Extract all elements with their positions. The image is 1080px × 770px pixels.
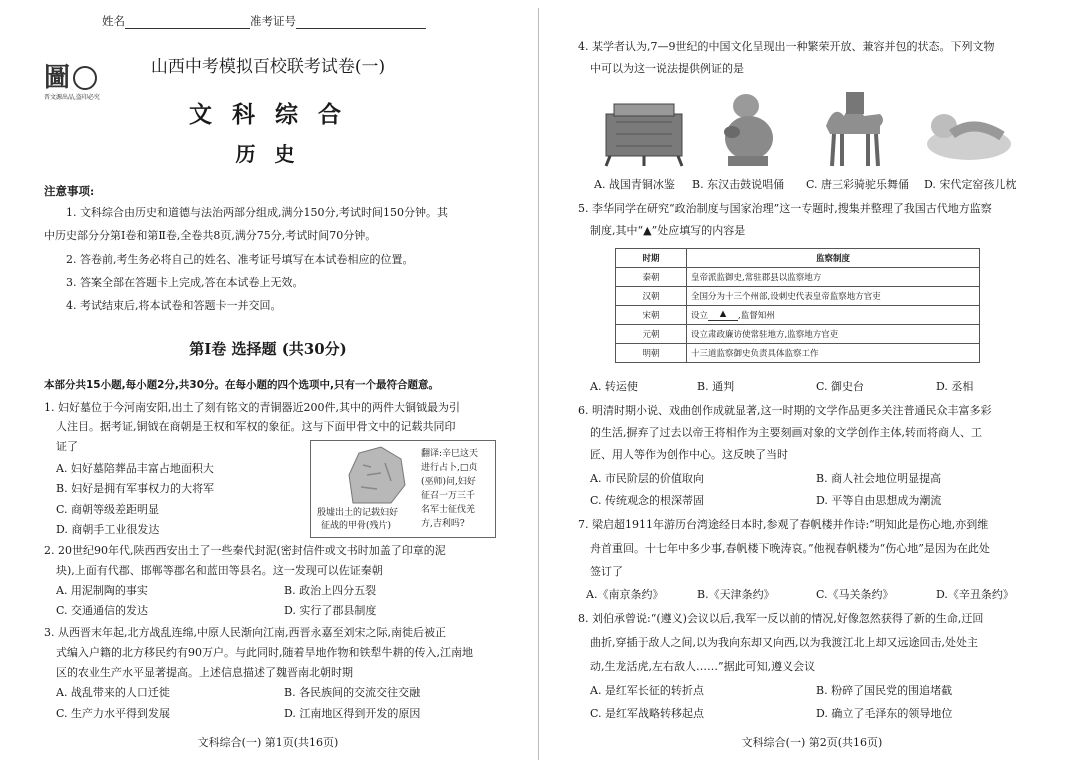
q3-option-b[interactable]: B. 各民族间的交流交往交融 bbox=[284, 686, 421, 699]
question-6-line: 6. 明清时期小说、戏曲创作成就显著,这一时期的文学作品更多关注普通民众丰富多彩 bbox=[578, 404, 992, 417]
question-2-line: 块),上面有代郡、邯郸等郡名和蓝田等县名。这一发现可以佐证秦朝 bbox=[56, 564, 383, 577]
supervision-table bbox=[615, 248, 980, 363]
question-6-line: 匠、用人等作为创作中心。这反映了当时 bbox=[590, 448, 788, 461]
table-row: 元朝 设立肃政廉访使常驻地方,监察地方官吏 bbox=[616, 325, 980, 344]
table-header-row bbox=[616, 249, 980, 268]
question-3-line: 区的农业生产水平显著提高。上述信息描述了魏晋南北朝时期 bbox=[56, 666, 353, 679]
bronze-ice-jian-image bbox=[596, 92, 692, 168]
footer-page-2: 文科综合(一) 第2页(共16页) bbox=[741, 736, 883, 749]
q4-option-a[interactable]: A. 战国青铜冰鉴 bbox=[594, 178, 675, 191]
notice-title: 注意事项: bbox=[44, 184, 95, 198]
notice-item: 4. 考试结束后,将本试卷和答题卡一并交回。 bbox=[66, 299, 282, 312]
question-8-line: 8. 刘伯承曾说:“(遵义)会议以后,我军一反以前的情况,好像忽然获得了新的生命,迂回 bbox=[578, 612, 984, 625]
q7-option-a[interactable]: A.《南京条约》 bbox=[586, 588, 664, 601]
q7-option-b[interactable]: B.《天津条约》 bbox=[697, 588, 775, 601]
footer-page-1: 文科综合(一) 第1页(共16页) bbox=[197, 736, 339, 749]
question-8-line: 动,生龙活虎,左右敌人……”据此可知,遵义会议 bbox=[590, 660, 816, 673]
q2-option-b[interactable]: B. 政治上四分五裂 bbox=[284, 584, 377, 597]
child-pillow-image bbox=[924, 100, 1014, 164]
question-5-line: 制度,其中“▲”处应填写的内容是 bbox=[590, 224, 746, 237]
q6-option-a[interactable]: A. 市民阶层的价值取向 bbox=[590, 472, 704, 485]
question-3-line: 式编入户籍的北方移民约有90万户。与此同时,随着旱地作物和铁犁牛耕的传入,江南地 bbox=[56, 646, 473, 659]
table-header: 监察制度 bbox=[687, 249, 980, 268]
logo-icon: 圖 bbox=[44, 63, 71, 93]
q1-option-a[interactable]: A. 妇好墓陪葬品丰富占地面积大 bbox=[56, 462, 214, 475]
q8-option-b[interactable]: B. 粉碎了国民党的围追堵截 bbox=[816, 684, 953, 697]
notice-item: 2. 答卷前,考生务必将自己的姓名、准考证号填写在本试卷相应的位置。 bbox=[66, 253, 414, 266]
question-2-line: 2. 20世纪90年代,陕西西安出土了一些秦代封泥(密封信件或文书时加盖了印章的泥 bbox=[44, 544, 446, 557]
q1-option-b[interactable]: B. 妇好是拥有军事权力的大将军 bbox=[56, 482, 215, 495]
question-8-line: 曲折,穿插于敌人之间,以为我向东却又向西,以为我渡江北上却又远途回击,处处主 bbox=[590, 636, 978, 649]
table-header: 时期 bbox=[616, 249, 687, 268]
question-1-line: 1. 妇好墓位于今河南安阳,出土了刻有铭文的青铜器近200件,其中的两件大铜钺最为引 bbox=[44, 401, 460, 414]
q3-option-d[interactable]: D. 江南地区得到开发的原因 bbox=[284, 707, 421, 720]
q4-option-c[interactable]: C. 唐三彩骑驼乐舞俑 bbox=[806, 178, 910, 191]
q5-option-d[interactable]: D. 丞相 bbox=[936, 380, 974, 393]
section-title: 第Ⅰ卷 选择题 (共30分) bbox=[189, 340, 347, 358]
camel-musicians-figurine-image bbox=[820, 86, 890, 170]
translation-text: 翻译:辛巳这天 进行占卜,□贞 (巫师)问,妇好 征召一万三千 名军士征伐羌 方,吉利吗? bbox=[421, 449, 479, 529]
section-instruction: 本部分共15小题,每小题2分,共30分。在每小题的四个选项中,只有一个最符合题意。 bbox=[44, 379, 439, 391]
figure-caption: 殷墟出土的记载妇好 征战的甲骨(残片) bbox=[317, 508, 399, 531]
question-1-line: 人注目。据考证,铜钺在商朝是王权和军权的象征。这与下面甲骨文中的记载共同印 bbox=[56, 420, 456, 433]
q2-option-c[interactable]: C. 交通通信的发达 bbox=[56, 604, 149, 617]
q7-option-c[interactable]: C.《马关条约》 bbox=[816, 588, 894, 601]
table-row: 宋朝 设立 ▲ ,监督知州 bbox=[616, 306, 980, 325]
q5-option-c[interactable]: C. 御史台 bbox=[816, 380, 865, 393]
table-row: 秦朝 皇帝派监御史,常驻郡县以监察地方 bbox=[616, 268, 980, 287]
q2-option-a[interactable]: A. 用泥制陶的事实 bbox=[56, 584, 148, 597]
question-7-line: 签订了 bbox=[590, 565, 623, 578]
table-row: 汉朝 全国分为十三个州部,设刺史代表皇帝监察地方官吏 bbox=[616, 287, 980, 306]
q8-option-a[interactable]: A. 是红军长征的转折点 bbox=[590, 684, 704, 697]
notice-item: 3. 答案全部在答题卡上完成,答在本试卷上无效。 bbox=[66, 276, 304, 289]
q4-option-d[interactable]: D. 宋代定窑孩儿枕 bbox=[924, 178, 1017, 191]
q3-option-c[interactable]: C. 生产力水平得到发展 bbox=[56, 707, 171, 720]
q1-option-c[interactable]: C. 商朝等级差距明显 bbox=[56, 503, 160, 516]
notice-item: 1. 文科综合由历史和道德与法治两部分组成,满分150分,考试时间150分钟。其 bbox=[66, 206, 448, 219]
q3-option-a[interactable]: A. 战乱带来的人口迁徙 bbox=[56, 686, 170, 699]
question-7-line: 7. 梁启超1911年游历台湾途经日本时,参观了春帆楼并作诗:“明知此是伤心地,亦到维 bbox=[578, 518, 989, 531]
drum-storyteller-figurine-image bbox=[716, 90, 782, 170]
exam-title: 山西中考模拟百校联考试卷(一) bbox=[150, 57, 386, 77]
q5-option-b[interactable]: B. 通判 bbox=[697, 380, 735, 393]
q1-option-d[interactable]: D. 商朝手工业很发达 bbox=[56, 523, 160, 536]
q6-option-d[interactable]: D. 平等自由思想成为潮流 bbox=[816, 494, 942, 507]
question-6-line: 的生活,摒弃了过去以帝王将相作为主要刻画对象的文学创作主体,转而将商人、工 bbox=[590, 426, 982, 439]
q4-option-b[interactable]: B. 东汉击鼓说唱俑 bbox=[692, 178, 785, 191]
subject-title: 文 科 综 合 bbox=[188, 101, 348, 128]
q8-option-d[interactable]: D. 确立了毛泽东的领导地位 bbox=[816, 707, 953, 720]
q6-option-c[interactable]: C. 传统观念的根深蒂固 bbox=[590, 494, 705, 507]
sub-subject-title: 历 史 bbox=[235, 142, 301, 166]
question-1-line: 证了 bbox=[56, 440, 78, 453]
question-7-line: 舟首重回。十七年中多少事,春帆楼下晚涛哀。”他视春帆楼为“伤心地”是因为在此处 bbox=[590, 542, 990, 555]
table-row: 明朝 十三道监察御史负责具体监察工作 bbox=[616, 344, 980, 363]
question-5-line: 5. 李华同学在研究“政治制度与国家治理”这一专题时,搜集并整理了我国古代地方监察 bbox=[578, 202, 992, 215]
q6-option-b[interactable]: B. 商人社会地位明显提高 bbox=[816, 472, 942, 485]
question-4-line: 4. 某学者认为,7—9世纪的中国文化呈现出一种繁荣开放、兼容并包的状态。下列文物 bbox=[578, 40, 995, 53]
question-4-line: 中可以为这一说法提供例证的是 bbox=[590, 62, 744, 75]
logo-caption: 晋文源出品,盗印必究 bbox=[44, 94, 100, 101]
question-3-line: 3. 从西晋末年起,北方战乱连绵,中原人民渐向江南,西晋永嘉至刘宋之际,南徙后被正 bbox=[44, 626, 446, 639]
q2-option-d[interactable]: D. 实行了郡县制度 bbox=[284, 604, 377, 617]
q5-option-a[interactable]: A. 转运使 bbox=[590, 380, 638, 393]
q8-option-c[interactable]: C. 是红军战略转移起点 bbox=[590, 707, 705, 720]
blank-marker: ▲ bbox=[708, 309, 738, 321]
q7-option-d[interactable]: D.《辛丑条约》 bbox=[936, 588, 1014, 601]
name-line: 姓名 准考证号 bbox=[102, 14, 426, 29]
notice-item: 中历史部分分第Ⅰ卷和第Ⅱ卷,全卷共8页,满分75分,考试时间70分钟。 bbox=[44, 229, 377, 242]
